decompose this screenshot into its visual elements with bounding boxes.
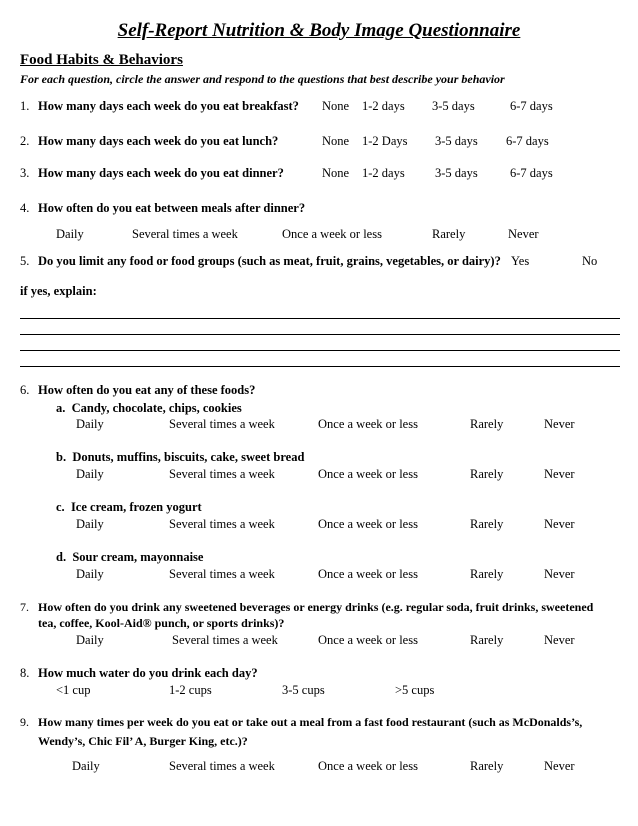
q3-option-1-2[interactable]: 1-2 days (362, 166, 405, 180)
question-9-line-2: Wendy’s, Chic Fil’ A, Burger King, etc.)? (38, 734, 248, 748)
q3-option-3-5[interactable]: 3-5 days (435, 166, 478, 180)
question-1: 1. How many days each week do you eat breakfast? (20, 99, 299, 113)
q6d-option-once[interactable]: Once a week or less (318, 567, 418, 581)
answer-line-3[interactable] (20, 350, 620, 351)
q5-option-no[interactable]: No (582, 254, 598, 268)
q7-option-rarely[interactable]: Rarely (470, 633, 504, 647)
q4-option-several[interactable]: Several times a week (132, 227, 238, 241)
q6a-option-never[interactable]: Never (544, 417, 575, 431)
q7-option-daily[interactable]: Daily (76, 633, 104, 647)
q1-option-none[interactable]: None (322, 99, 350, 113)
section-heading: Food Habits & Behaviors (20, 52, 183, 68)
q9-option-rarely[interactable]: Rarely (470, 759, 504, 773)
q9-option-several[interactable]: Several times a week (169, 759, 275, 773)
page-title: Self-Report Nutrition & Body Image Questionnaire (117, 20, 521, 41)
q6c-option-rarely[interactable]: Rarely (470, 517, 504, 531)
q9-option-once[interactable]: Once a week or less (318, 759, 418, 773)
question-3: 3. How many days each week do you eat dinner? (20, 166, 284, 180)
q8-option-1-2[interactable]: 1-2 cups (169, 683, 212, 697)
q6a-option-once[interactable]: Once a week or less (318, 417, 418, 431)
q6a-option-rarely[interactable]: Rarely (470, 417, 504, 431)
answer-line-4[interactable] (20, 366, 620, 367)
q4-option-once[interactable]: Once a week or less (282, 227, 382, 241)
q7-option-several[interactable]: Several times a week (172, 633, 278, 647)
question-2: 2. How many days each week do you eat lunch? (20, 134, 279, 148)
q6b-option-never[interactable]: Never (544, 467, 575, 481)
q6c-option-never[interactable]: Never (544, 517, 575, 531)
q2-option-1-2[interactable]: 1-2 Days (362, 134, 408, 148)
q6d-option-several[interactable]: Several times a week (169, 567, 275, 581)
q6c-option-once[interactable]: Once a week or less (318, 517, 418, 531)
instructions: For each question, circle the answer and respond to the questions that best describe your behavior (20, 72, 505, 86)
q6c-option-several[interactable]: Several times a week (169, 517, 275, 531)
question-6: 6. How often do you eat any of these foods? (20, 383, 256, 397)
q5-explain-label: if yes, explain: (20, 284, 97, 298)
q6b-option-rarely[interactable]: Rarely (470, 467, 504, 481)
q1-option-3-5[interactable]: 3-5 days (432, 99, 475, 113)
q6-sub-b: b. Donuts, muffins, biscuits, cake, sweet bread (56, 450, 305, 464)
question-9-line-1: 9. How many times per week do you eat or take out a meal from a fast food restaurant (such as McDonalds’s, (20, 715, 583, 729)
q8-option-3-5[interactable]: 3-5 cups (282, 683, 325, 697)
q7-option-never[interactable]: Never (544, 633, 575, 647)
q9-option-never[interactable]: Never (544, 759, 575, 773)
q1-option-6-7[interactable]: 6-7 days (510, 99, 553, 113)
q6a-option-daily[interactable]: Daily (76, 417, 104, 431)
question-5: 5. Do you limit any food or food groups (such as meat, fruit, grains, vegetables, or dairy)? (20, 254, 501, 268)
q4-option-daily[interactable]: Daily (56, 227, 84, 241)
q3-option-6-7[interactable]: 6-7 days (510, 166, 553, 180)
q6-sub-a: a. Candy, chocolate, chips, cookies (56, 401, 242, 415)
question-7-line-2: tea, coffee, Kool-Aid® punch, or sports drinks)? (38, 616, 285, 630)
answer-line-1[interactable] (20, 318, 620, 319)
q6b-option-daily[interactable]: Daily (76, 467, 104, 481)
q3-option-none[interactable]: None (322, 166, 350, 180)
q1-option-1-2[interactable]: 1-2 days (362, 99, 405, 113)
question-8: 8. How much water do you drink each day? (20, 666, 258, 680)
q9-option-daily[interactable]: Daily (72, 759, 100, 773)
q8-option-gt5[interactable]: >5 cups (395, 683, 435, 697)
q7-option-once[interactable]: Once a week or less (318, 633, 418, 647)
q4-option-never[interactable]: Never (508, 227, 539, 241)
q6a-option-several[interactable]: Several times a week (169, 417, 275, 431)
q6d-option-rarely[interactable]: Rarely (470, 567, 504, 581)
q2-option-none[interactable]: None (322, 134, 350, 148)
question-4: 4. How often do you eat between meals after dinner? (20, 201, 306, 215)
q2-option-6-7[interactable]: 6-7 days (506, 134, 549, 148)
answer-line-2[interactable] (20, 334, 620, 335)
q8-option-lt1[interactable]: <1 cup (56, 683, 91, 697)
q6d-option-never[interactable]: Never (544, 567, 575, 581)
q4-option-rarely[interactable]: Rarely (432, 227, 466, 241)
q6b-option-several[interactable]: Several times a week (169, 467, 275, 481)
q6b-option-once[interactable]: Once a week or less (318, 467, 418, 481)
q6-sub-c: c. Ice cream, frozen yogurt (56, 500, 202, 514)
q2-option-3-5[interactable]: 3-5 days (435, 134, 478, 148)
question-7-line-1: 7. How often do you drink any sweetened beverages or energy drinks (e.g. regular soda, fruit drinks, sweetened (20, 600, 594, 614)
q6-sub-d: d. Sour cream, mayonnaise (56, 550, 204, 564)
q5-option-yes[interactable]: Yes (511, 254, 530, 268)
q6c-option-daily[interactable]: Daily (76, 517, 104, 531)
q6d-option-daily[interactable]: Daily (76, 567, 104, 581)
